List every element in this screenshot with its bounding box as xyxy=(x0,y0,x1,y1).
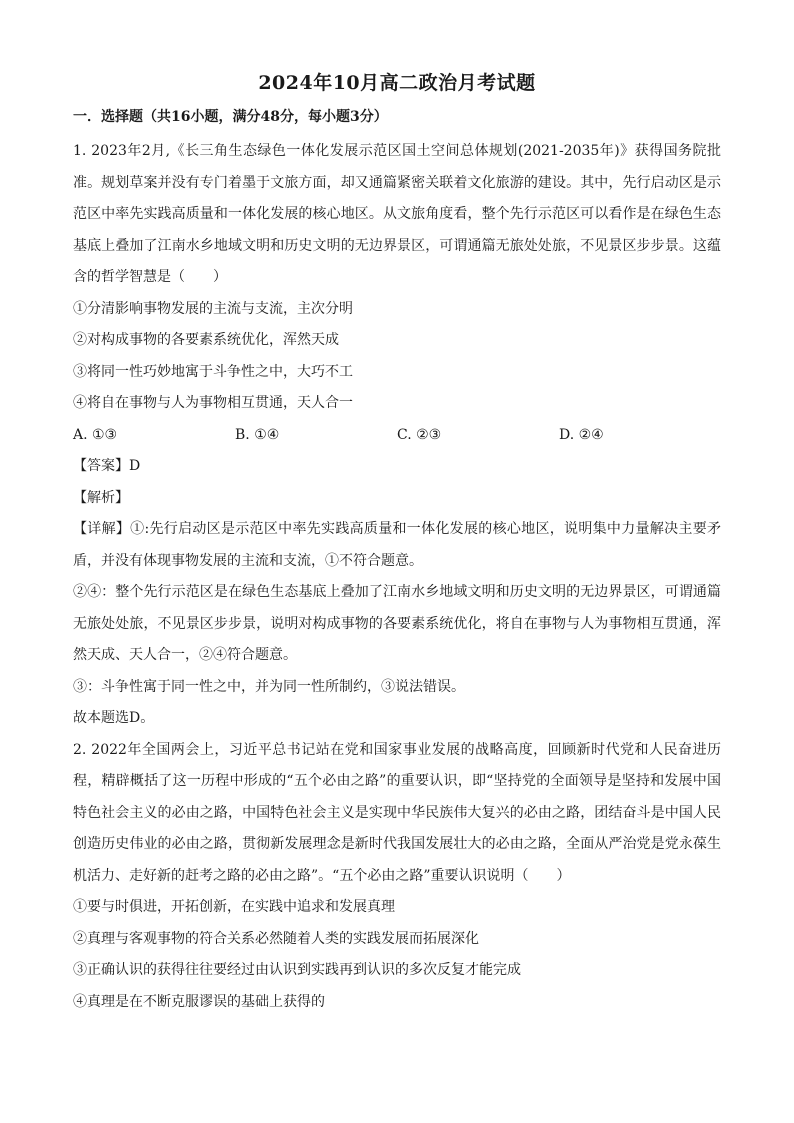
question-1-conclusion: 故本题选D。 xyxy=(73,710,155,726)
choice-c: C. ②③ xyxy=(397,426,442,443)
question-1-analysis-label: 【解析】 xyxy=(73,489,129,506)
question-2-option: ④真理是在不断克服谬误的基础上获得的 xyxy=(73,993,325,1010)
question-1-stem: 1. 2023年2月,《长三角生态绿色一体化发展示范区国土空间总体规划(2021-2035年)》获得国务院批准。规划草案并没有专门着墨于文旅方面，却又通篇紧密关联着文化旅游的建设。其中，先行启动区是示范区中率先实践高质量和一体化发展的核心地区。从文旅角度看，整个先行示范区可以看作是在绿色生态基底上叠加了江南水乡地域文明和历史文明的无边界景区，可谓通篇无旅处处旅，不见景区步步景。这蕴含的哲学智慧是（ ） xyxy=(73,143,721,285)
page-title: 2024年10月高二政治月考试题 xyxy=(258,72,536,94)
question-2-option: ①要与时俱进，开拓创新，在实践中追求和发展真理 xyxy=(73,899,395,915)
question-2-option: ③正确认识的获得往往要经过由认识到实践再到认识的多次反复才能完成 xyxy=(73,962,521,978)
question-1-detail: ③：斗争性寓于同一性之中，并为同一性所制约，③说法错误。 xyxy=(73,678,465,695)
question-1-choices xyxy=(73,420,721,452)
question-2-stem: 2. 2022年全国两会上，习近平总书记站在党和国家事业发展的战略高度，回顾新时代党和人民奋进历程，精辟概括了这一历程中形成的“五个必由之路”的重要认识，即“坚持党的全面领导是坚持和发展中国特色社会主义的必由之路，中国特色社会主义是实现中华民族伟大复兴的必由之路，团结奋斗是中国人民创造历史伟业的必由之路，贯彻新发展理念是新时代我国发展壮大的必由之路，全面从严治党是党永葆生机活力、走好新的赶考之路的必由之路”。“五个必由之路”重要认识说明（ ） xyxy=(73,741,721,884)
section-heading: 一．选择题（共16小题，满分48分，每小题3分） xyxy=(73,109,388,125)
question-1-option: ②对构成事物的各要素系统优化，浑然天成 xyxy=(73,332,339,348)
choice-d: D. ②④ xyxy=(559,426,604,443)
question-1-answer: 【答案】D xyxy=(73,458,141,474)
question-1-option: ③将同一性巧妙地寓于斗争性之中，大巧不工 xyxy=(73,363,353,380)
question-1-option: ④将自在事物与人为事物相互贯通，天人合一 xyxy=(73,395,353,411)
question-1-detail: 【详解】①:先行启动区是示范区中率先实践高质量和一体化发展的核心地区，说明集中力量解决主要矛盾，并没有体现事物发展的主流和支流，①不符合题意。 xyxy=(73,521,721,569)
question-2-option: ②真理与客观事物的符合关系必然随着人类的实践发展而拓展深化 xyxy=(73,930,479,947)
question-1-option: ①分清影响事物发展的主流与支流，主次分明 xyxy=(73,300,353,317)
question-1-detail: ②④：整个先行示范区是在绿色生态基底上叠加了江南水乡地域文明和历史文明的无边界景区，可谓通篇无旅处处旅，不见景区步步景，说明对构成事物的各要素系统优化，将自在事物与人为事物相互贯通，浑然天成、天人合一，②④符合题意。 xyxy=(73,584,721,663)
choice-a: A. ①③ xyxy=(73,426,118,443)
question-content xyxy=(73,136,721,1018)
choice-b: B. ①④ xyxy=(235,426,280,443)
